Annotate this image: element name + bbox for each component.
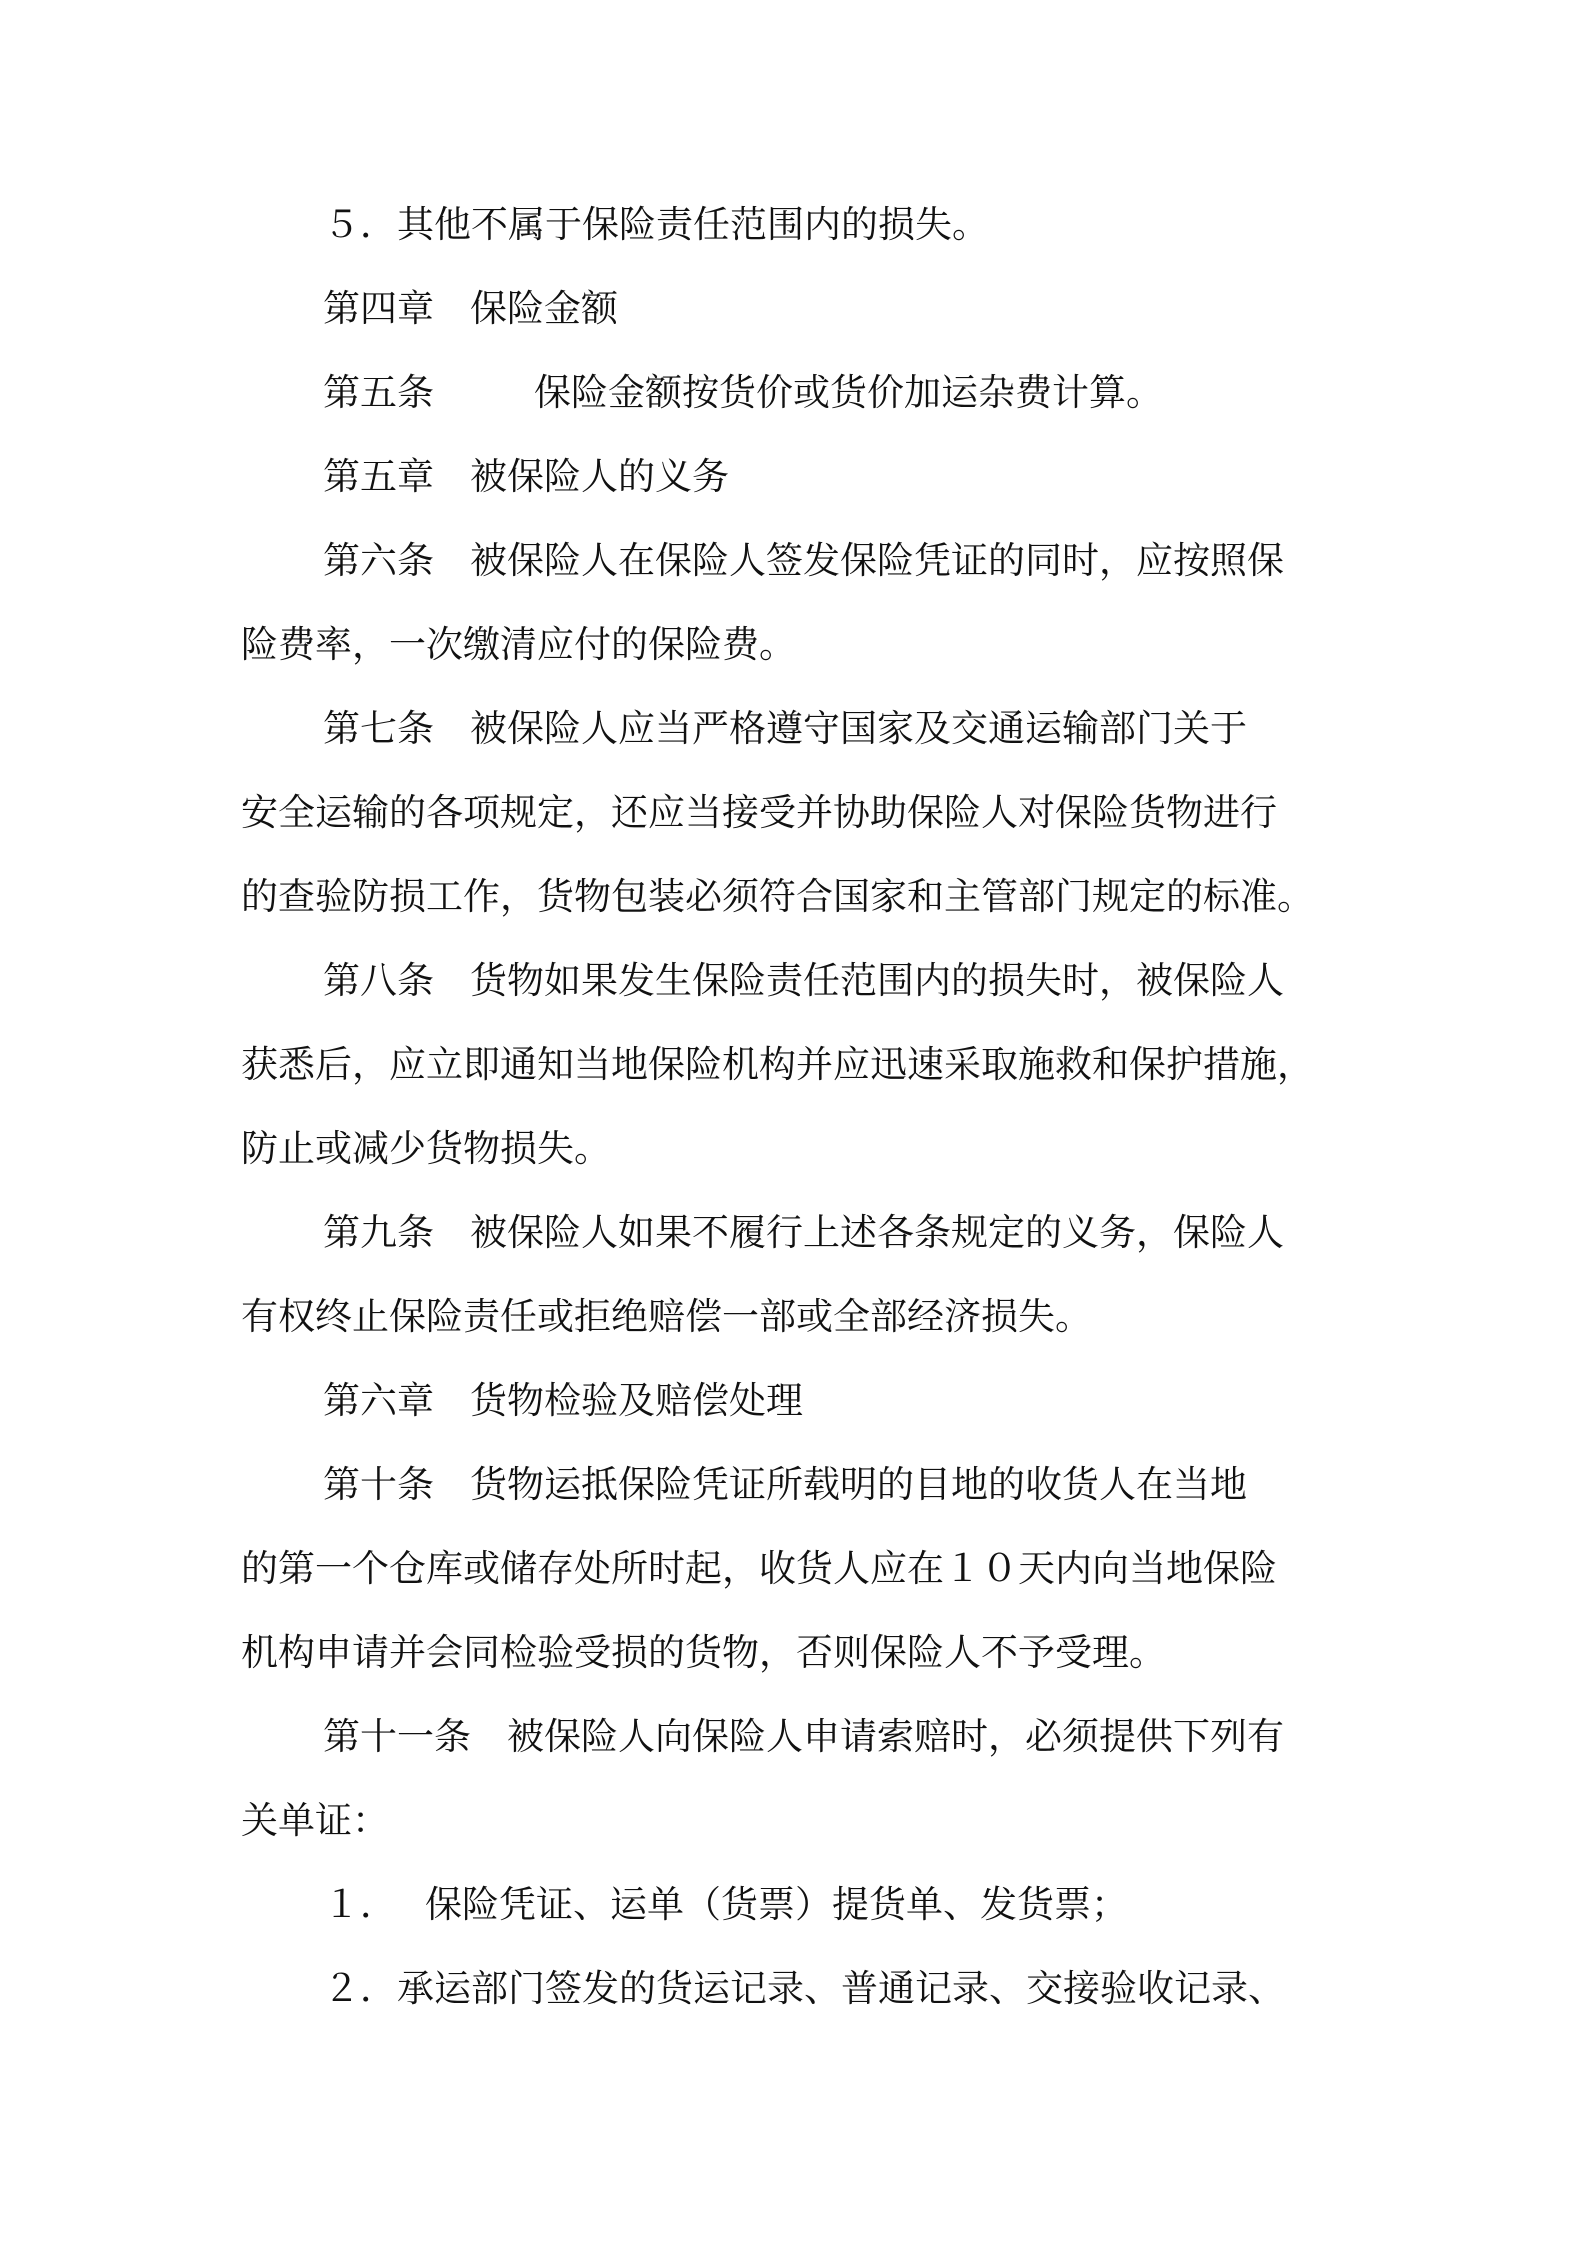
text-line: ５．其他不属于保险责任范围内的损失。 xyxy=(323,203,989,246)
text-line: 关单证： xyxy=(241,1799,389,1842)
text-line: 获悉后，应立即通知当地保险机构并应迅速采取施救和保护措施， xyxy=(241,1043,1314,1086)
article-line: 第十一条 被保险人向保险人申请索赔时，必须提供下列有 xyxy=(323,1715,1284,1758)
text-line: 有权终止保险责任或拒绝赔偿一部或全部经济损失。 xyxy=(241,1295,1092,1338)
chapter-heading: 第四章 保险金额 xyxy=(323,287,618,330)
text-line: 安全运输的各项规定，还应当接受并协助保险人对保险货物进行 xyxy=(241,791,1277,834)
article-line: 第七条 被保险人应当严格遵守国家及交通运输部门关于 xyxy=(323,707,1247,750)
text-line: 的第一个仓库或储存处所时起，收货人应在１０天内向当地保险 xyxy=(241,1547,1277,1590)
list-item: １． 保险凭证、运单（货票）提货单、发货票； xyxy=(323,1883,1128,1926)
text-line: 防止或减少货物损失。 xyxy=(241,1127,611,1170)
article-line: 第十条 货物运抵保险凭证所载明的目地的收货人在当地 xyxy=(323,1463,1247,1506)
article-line: 第五条 保险金额按货价或货价加运杂费计算。 xyxy=(323,371,1163,414)
article-line: 第九条 被保险人如果不履行上述各条规定的义务，保险人 xyxy=(323,1211,1284,1254)
text-line: 机构申请并会同检验受损的货物，否则保险人不予受理。 xyxy=(241,1631,1166,1674)
text-line: 险费率，一次缴清应付的保险费。 xyxy=(241,623,796,666)
list-item: ２．承运部门签发的货运记录、普通记录、交接验收记录、 xyxy=(323,1967,1285,2010)
chapter-heading: 第六章 货物检验及赔偿处理 xyxy=(323,1379,803,1422)
article-line: 第六条 被保险人在保险人签发保险凭证的同时，应按照保 xyxy=(323,539,1284,582)
article-line: 第八条 货物如果发生保险责任范围内的损失时，被保险人 xyxy=(323,959,1284,1002)
text-line: 的查验防损工作，货物包装必须符合国家和主管部门规定的标准。 xyxy=(241,875,1314,918)
chapter-heading: 第五章 被保险人的义务 xyxy=(323,455,729,498)
